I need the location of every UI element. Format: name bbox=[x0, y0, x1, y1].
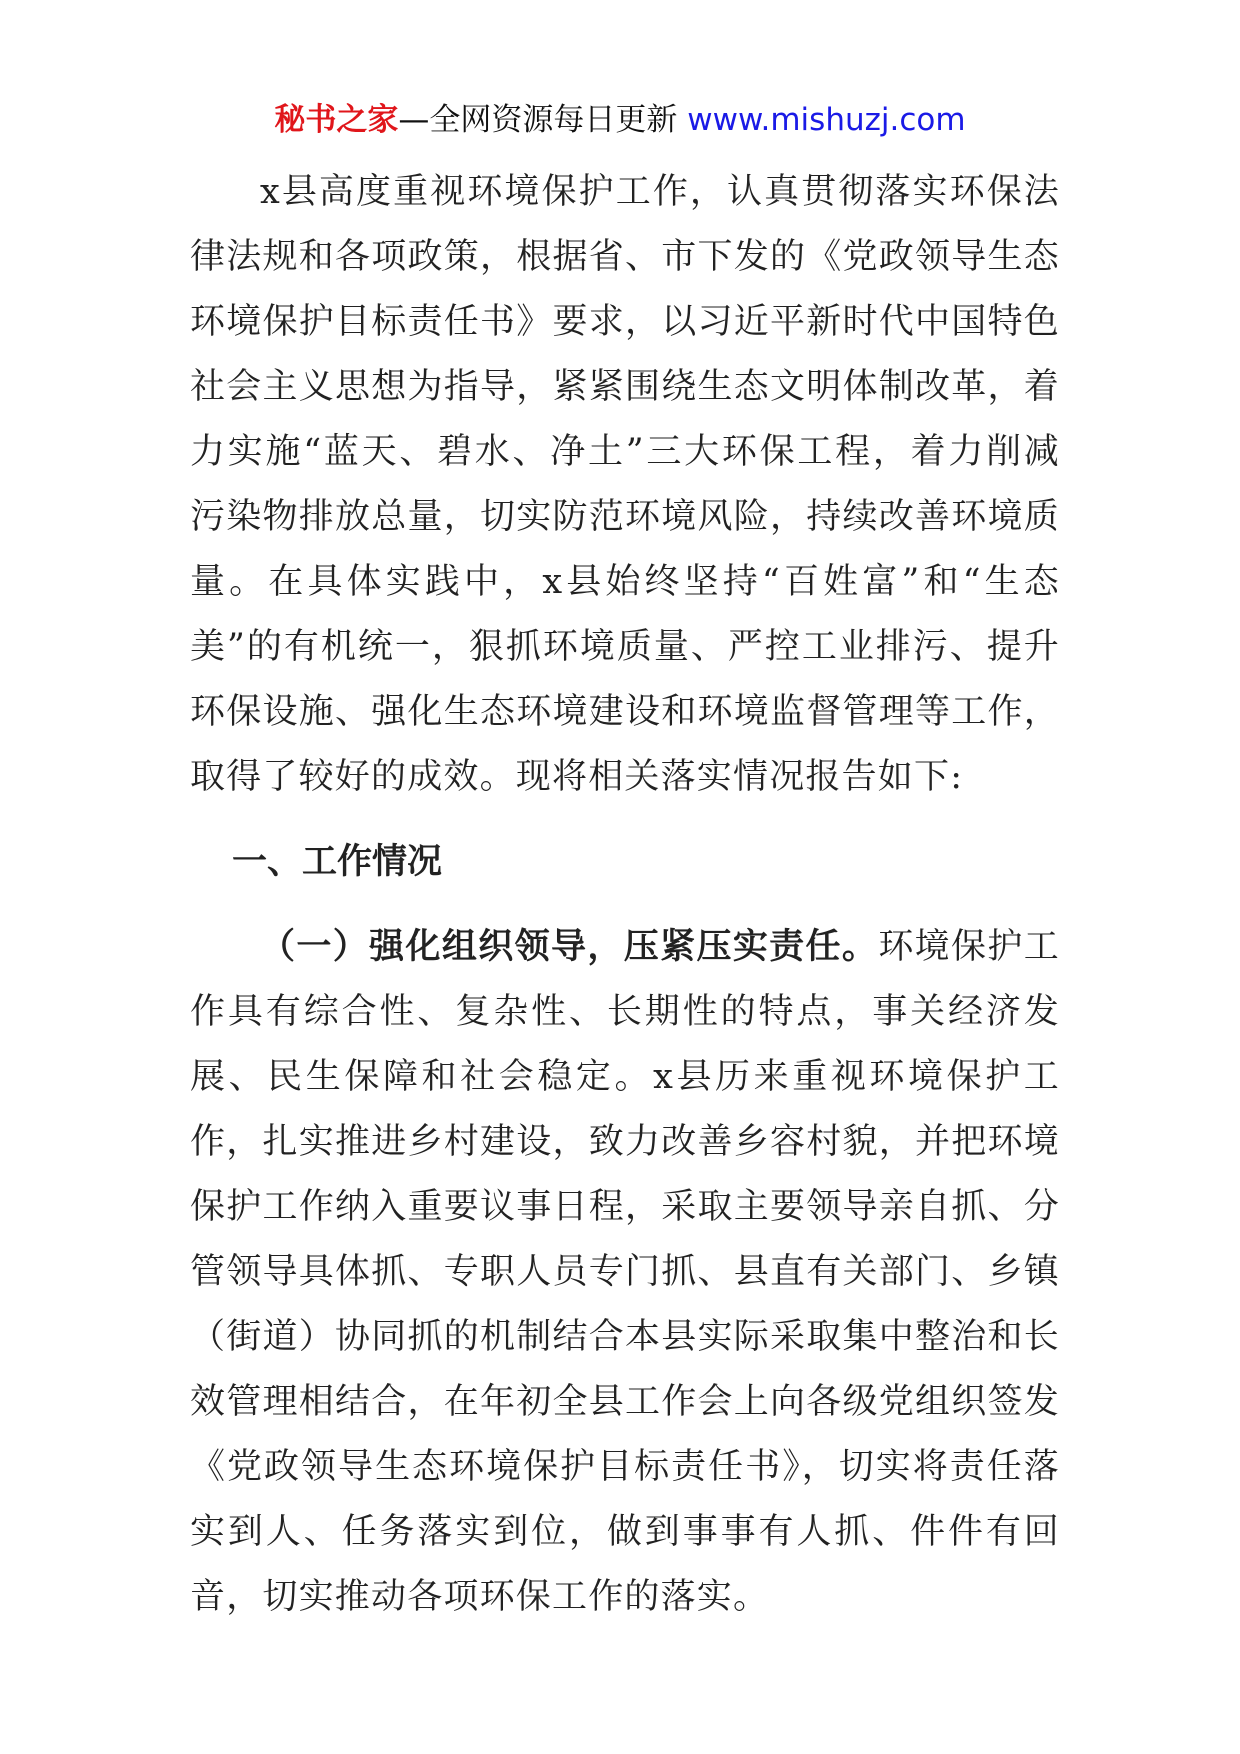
intro-paragraph: x县高度重视环境保护工作，认真贯彻落实环保法律法规和各项政策，根据省、市下发的《党政领导生态环境保护目标责任书》要求，以习近平新时代中国特色社会主义思想为指导，紧紧围绕生态文明体制改革，着力实施“蓝天、碧水、净土”三大环保工程，着力削减污染物排放总量，切实防范环境风险，持续改善环境质量。在具体实践中，x县始终坚持“百姓富”和“生态美”的有机统一，狠抓环境质量、严控工业排污、提升环保设施、强化生态环境建设和环境监督管理等工作，取得了较好的成效。现将相关落实情况报告如下: bbox=[190, 172, 1060, 797]
site-tagline: —全网资源每日更新 bbox=[398, 102, 678, 138]
subsection-lead: （一）强化组织领导，压紧压实责任。 bbox=[260, 927, 879, 967]
section-heading: 一、工作情况 bbox=[232, 842, 443, 882]
site-url-link[interactable]: www.mishuzj.com bbox=[687, 102, 966, 138]
site-brand: 秘书之家 bbox=[274, 102, 399, 138]
site-header bbox=[0, 98, 1240, 142]
subsection-paragraph bbox=[190, 915, 1060, 1630]
document-body bbox=[190, 160, 1060, 1630]
subsection-body: 环境保护工作具有综合性、复杂性、长期性的特点，事关经济发展、民生保障和社会稳定。x县历来重视环境保护工作，扎实推进乡村建设，致力改善乡容村貌，并把环境保护工作纳入重要议事日程，采取主要领导亲自抓、分管领导具体抓、专职人员专门抓、县直有关部门、乡镇（街道）协同抓的机制结合本县实际采取集中整治和长效管理相结合，在年初全县工作会上向各级党组织签发《党政领导生态环境保护目标责任书》，切实将责任落实到人、任务落实到位，做到事事有人抓、件件有回音，切实推动各项环保工作的落实。 bbox=[190, 927, 1060, 1617]
